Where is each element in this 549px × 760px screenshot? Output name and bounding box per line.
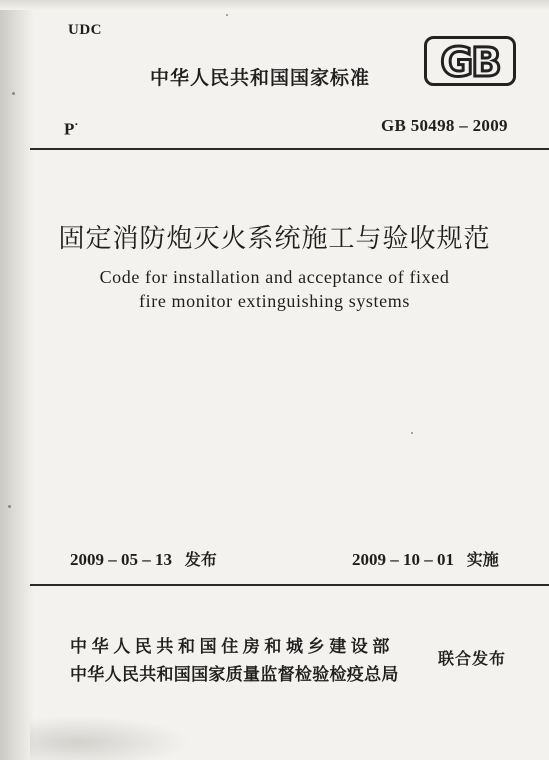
page-left-shadow bbox=[0, 0, 34, 760]
implementation-date: 2009 – 10 – 01 bbox=[352, 550, 454, 569]
gb-logo-icon bbox=[424, 36, 516, 86]
paper-speck bbox=[411, 432, 413, 434]
issuer-aqsiq: 中华人民共和国国家质量监督检验检疫总局 bbox=[70, 665, 399, 685]
footer-divider bbox=[30, 584, 549, 586]
implementation-label: 实施 bbox=[466, 550, 499, 569]
issue-label: 发布 bbox=[184, 550, 217, 569]
issue-date-line bbox=[70, 547, 217, 570]
p-mark bbox=[64, 117, 78, 140]
joint-issue-label: 联合发布 bbox=[438, 649, 507, 668]
issue-date: 2009 – 05 – 13 bbox=[70, 550, 172, 569]
udc-label: UDC bbox=[68, 22, 102, 38]
gb-logo-text: GB bbox=[440, 40, 500, 86]
page-top-shadow bbox=[0, 0, 549, 10]
paper-speck bbox=[8, 505, 11, 508]
header-divider bbox=[30, 148, 549, 150]
p-mark-letter: P bbox=[64, 119, 75, 139]
implementation-date-line bbox=[352, 547, 499, 570]
standard-number: GB 50498 – 2009 bbox=[381, 116, 508, 135]
national-standard-heading: 中华人民共和国国家标准 bbox=[150, 67, 371, 89]
paper-speck bbox=[12, 92, 15, 95]
paper-speck bbox=[226, 14, 228, 16]
issuer-ministry-housing: 中华人民共和国住房和城乡建设部 bbox=[70, 637, 394, 657]
title-english-line2: fire monitor extinguishing systems bbox=[139, 291, 410, 311]
title-english-line1: Code for installation and acceptance of fixed bbox=[99, 267, 450, 287]
p-mark-superscript: · bbox=[74, 117, 79, 131]
title-chinese: 固定消防炮灭火系统施工与验收规范 bbox=[58, 224, 491, 254]
paper-smudge bbox=[30, 716, 190, 760]
